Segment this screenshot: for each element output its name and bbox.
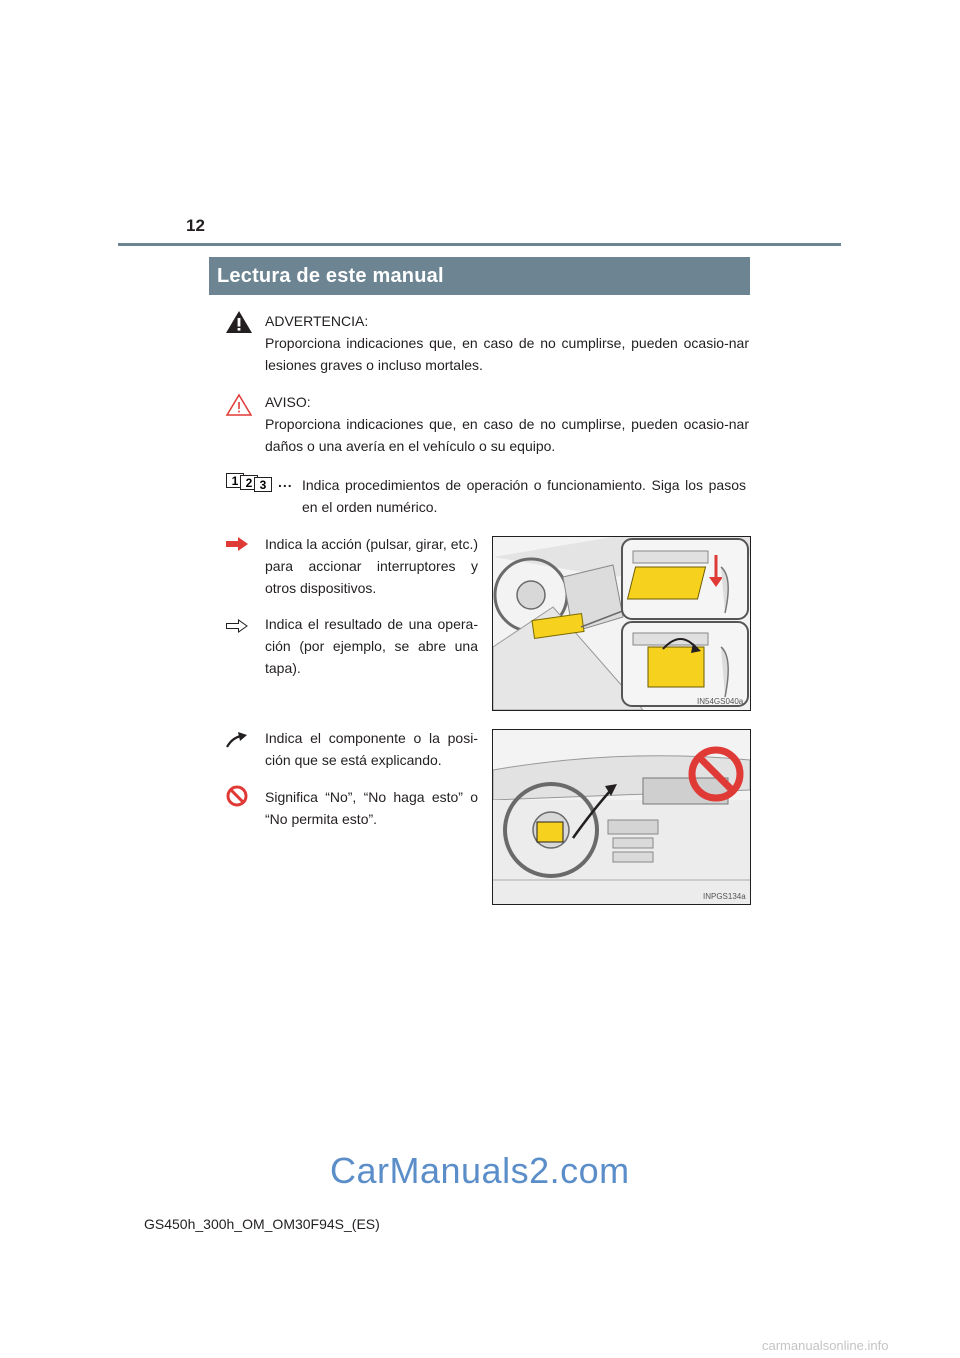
step-digit: 3 bbox=[259, 478, 267, 492]
figure-code: IN54GS040a bbox=[697, 697, 744, 706]
steps-body: Indica procedimientos de operación o funcionamiento. Siga los pasos en el orden numérico. bbox=[302, 477, 746, 515]
document-code: GS450h_300h_OM_OM30F94S_(ES) bbox=[144, 1216, 380, 1232]
curved-pointer-icon bbox=[226, 732, 248, 748]
warning-block bbox=[265, 310, 749, 376]
console-drawing bbox=[493, 537, 750, 710]
notice-block bbox=[265, 391, 749, 457]
outline-arrow-icon bbox=[226, 619, 248, 633]
warning-heading: ADVERTENCIA: bbox=[265, 313, 369, 329]
section-title: Lectura de este manual bbox=[209, 257, 750, 295]
figure-code: INPGS134a bbox=[703, 892, 746, 901]
watermark-logo: CarManuals2.com bbox=[330, 1150, 630, 1191]
step-digit: 1 bbox=[231, 474, 239, 488]
header-rule bbox=[118, 243, 841, 246]
step-digit: 2 bbox=[245, 476, 253, 490]
prohibition-icon bbox=[226, 785, 248, 807]
filled-arrow-icon bbox=[226, 537, 248, 551]
watermark-site: carmanualsonline.info bbox=[762, 1338, 889, 1353]
numbered-steps-icon bbox=[226, 473, 274, 493]
steps-leader: ... bbox=[278, 474, 293, 490]
warning-triangle-filled-icon bbox=[225, 310, 253, 334]
dashboard-drawing bbox=[493, 730, 750, 904]
component-body: Indica el componente o la posi-ción que se está explicando. bbox=[265, 730, 478, 768]
dashboard-illustration bbox=[492, 729, 751, 905]
page-number: 12 bbox=[186, 216, 205, 235]
warning-body: Proporciona indicaciones que, en caso de no cumplirse, pueden ocasio-nar lesiones graves o incluso mortales. bbox=[265, 335, 749, 373]
warning-triangle-outline-icon bbox=[225, 393, 253, 417]
prohibited-body: Significa “No”, “No haga esto” o “No permita esto”. bbox=[265, 789, 478, 827]
action-body: Indica la acción (pulsar, girar, etc.) para accionar interruptores y otros dispositivos. bbox=[265, 536, 478, 596]
console-illustration bbox=[492, 536, 751, 711]
result-body: Indica el resultado de una opera-ción (por ejemplo, se abre una tapa). bbox=[265, 616, 478, 676]
notice-heading: AVISO: bbox=[265, 394, 311, 410]
notice-body: Proporciona indicaciones que, en caso de no cumplirse, pueden ocasio-nar daños o una avería en el vehículo o su equipo. bbox=[265, 416, 749, 454]
